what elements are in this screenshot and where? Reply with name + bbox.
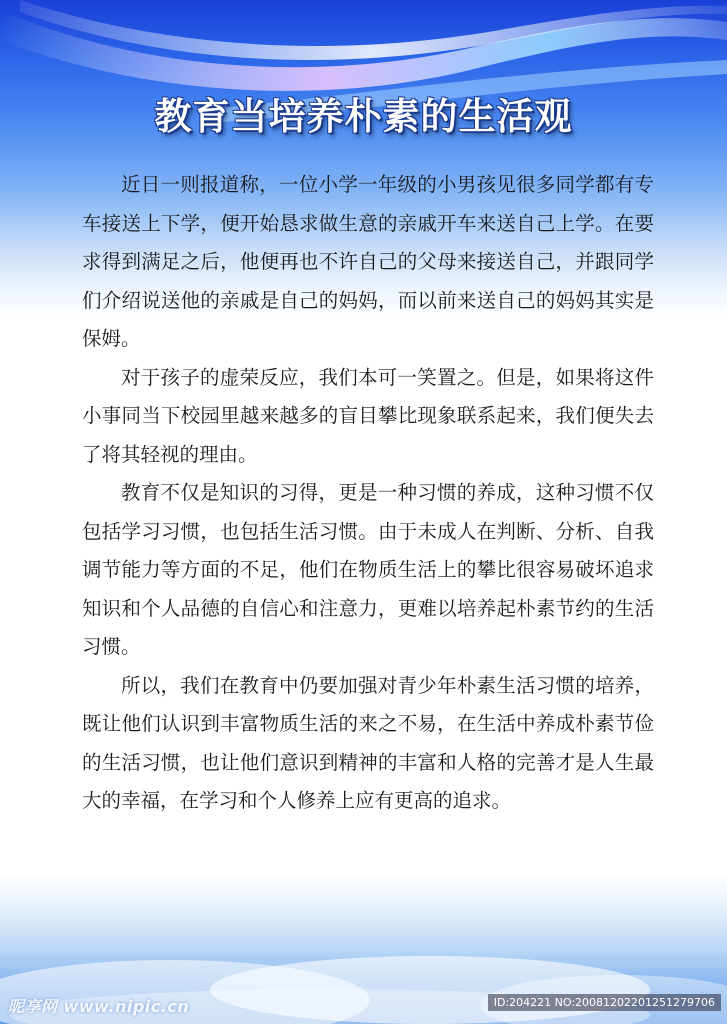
- paragraph: 教育不仅是知识的习得，更是一种习惯的养成，这种习惯不仅包括学习习惯，也包括生活习惯。由于未成人在判断、分析、自我调节能力等方面的不足，他们在物质生活上的攀比很容易破坏追求知识和个人品德的自信心和注意力，更难以培养起朴素节约的生活习惯。: [82, 481, 654, 658]
- image-id-watermark: ID:204221 NO:20081202201251279706: [488, 994, 721, 1011]
- paragraph: 对于孩子的虚荣反应，我们本可一笑置之。但是，如果将这件小事同当下校园里越来越多的盲目攀比现象联系起来，我们便失去了将其轻视的理由。: [82, 365, 654, 466]
- paragraph: 近日一则报道称，一位小学一年级的小男孩见很多同学都有专车接送上下学，便开始恳求做生意的亲戚开车来送自己上学。在要求得到满足之后，他便再也不许自己的父母来接送自己，并跟同学们介绍说送他的亲戚是自己的妈妈，而以前来送自己的妈妈其实是保姆。: [82, 173, 654, 350]
- page-title: 教育当培养朴素的生活观: [154, 95, 573, 138]
- article-body: [82, 166, 654, 821]
- paragraph: 所以，我们在教育中仍要加强对青少年朴素生活习惯的培养，既让他们认识到丰富物质生活的来之不易，在生活中养成朴素节俭的生活习惯，也让他们意识到精神的丰富和人格的完善才是人生最大的幸福，在学习和个人修养上应有更高的追求。: [82, 673, 654, 812]
- site-watermark: 昵享网 www.nipic.cn: [8, 997, 190, 1016]
- sky-swirl-header: [0, 0, 727, 170]
